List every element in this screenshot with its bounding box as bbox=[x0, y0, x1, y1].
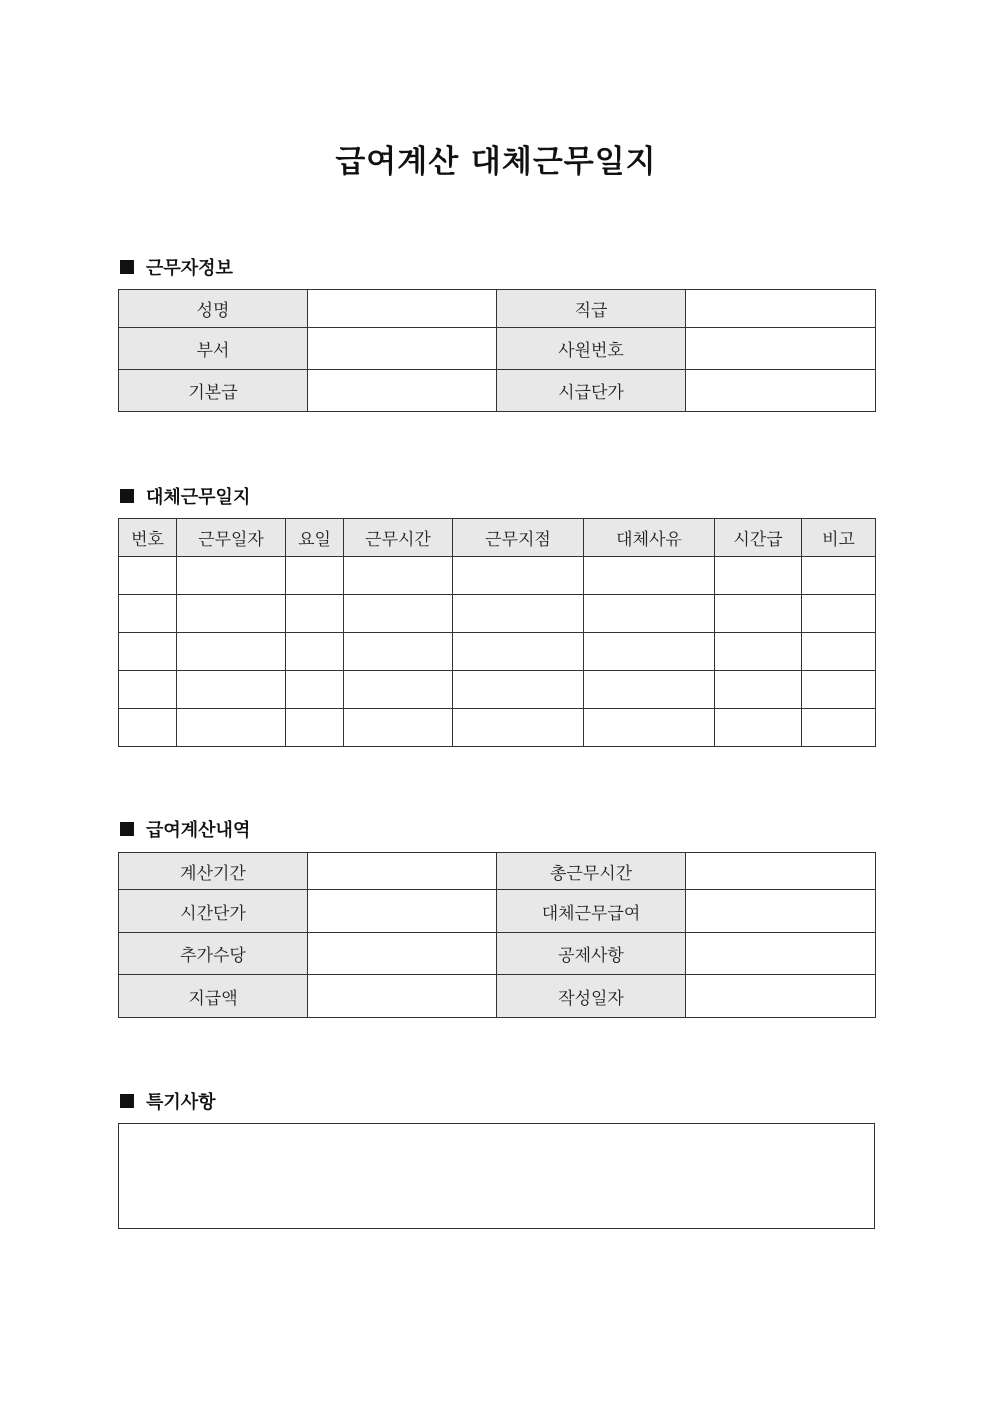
table-cell[interactable] bbox=[715, 595, 802, 633]
department-field[interactable] bbox=[308, 328, 497, 370]
total-hours-field[interactable] bbox=[686, 853, 876, 890]
section-heading-pay-calculation bbox=[120, 816, 250, 842]
hourly-unit-price-field[interactable] bbox=[308, 890, 497, 933]
section-heading-label: 대체근무일지 bbox=[146, 487, 251, 508]
table-cell[interactable] bbox=[119, 709, 177, 747]
table-cell[interactable] bbox=[715, 671, 802, 709]
field-label: 계산기간 bbox=[119, 853, 308, 890]
field-label: 대체근무급여 bbox=[497, 890, 686, 933]
column-header: 근무지점 bbox=[453, 519, 584, 557]
square-bullet-icon bbox=[120, 822, 134, 836]
square-bullet-icon bbox=[120, 260, 134, 274]
table-cell[interactable] bbox=[715, 709, 802, 747]
table-cell[interactable] bbox=[344, 595, 453, 633]
field-label: 시급단가 bbox=[497, 370, 686, 412]
section-heading-worker-info bbox=[120, 254, 233, 280]
table-cell[interactable] bbox=[177, 557, 286, 595]
field-label: 총근무시간 bbox=[497, 853, 686, 890]
table-cell[interactable] bbox=[119, 595, 177, 633]
table-cell[interactable] bbox=[177, 595, 286, 633]
section-heading-label: 근무자정보 bbox=[146, 258, 233, 279]
table-cell[interactable] bbox=[344, 633, 453, 671]
table-row bbox=[119, 709, 876, 747]
table-cell[interactable] bbox=[119, 633, 177, 671]
column-header: 근무시간 bbox=[344, 519, 453, 557]
table-cell[interactable] bbox=[802, 595, 876, 633]
column-header: 번호 bbox=[119, 519, 177, 557]
table-cell[interactable] bbox=[584, 633, 715, 671]
section-heading-label: 특기사항 bbox=[146, 1092, 216, 1113]
table-row bbox=[119, 328, 876, 370]
field-label: 공제사항 bbox=[497, 933, 686, 975]
table-cell[interactable] bbox=[344, 709, 453, 747]
field-label: 추가수당 bbox=[119, 933, 308, 975]
field-label: 기본급 bbox=[119, 370, 308, 412]
table-cell[interactable] bbox=[344, 671, 453, 709]
table-row bbox=[119, 890, 876, 933]
worker-info-table bbox=[118, 289, 876, 412]
column-header: 요일 bbox=[286, 519, 344, 557]
table-cell[interactable] bbox=[715, 557, 802, 595]
table-cell[interactable] bbox=[286, 557, 344, 595]
deductions-field[interactable] bbox=[686, 933, 876, 975]
table-cell[interactable] bbox=[286, 633, 344, 671]
table-cell[interactable] bbox=[584, 557, 715, 595]
table-cell[interactable] bbox=[802, 671, 876, 709]
table-cell[interactable] bbox=[453, 595, 584, 633]
base-pay-field[interactable] bbox=[308, 370, 497, 412]
field-label: 성명 bbox=[119, 290, 308, 328]
name-field[interactable] bbox=[308, 290, 497, 328]
extra-allowance-field[interactable] bbox=[308, 933, 497, 975]
table-cell[interactable] bbox=[177, 633, 286, 671]
section-heading-label: 급여계산내역 bbox=[146, 820, 251, 841]
table-cell[interactable] bbox=[715, 633, 802, 671]
square-bullet-icon bbox=[120, 1094, 134, 1108]
column-header: 근무일자 bbox=[177, 519, 286, 557]
position-field[interactable] bbox=[686, 290, 876, 328]
table-row bbox=[119, 370, 876, 412]
payment-amount-field[interactable] bbox=[308, 975, 497, 1018]
field-label: 부서 bbox=[119, 328, 308, 370]
section-heading-remarks bbox=[120, 1088, 216, 1114]
table-row bbox=[119, 933, 876, 975]
field-label: 지급액 bbox=[119, 975, 308, 1018]
table-cell[interactable] bbox=[453, 671, 584, 709]
table-cell[interactable] bbox=[802, 557, 876, 595]
date-written-field[interactable] bbox=[686, 975, 876, 1018]
table-cell[interactable] bbox=[344, 557, 453, 595]
section-heading-substitute-log bbox=[120, 483, 250, 509]
table-cell[interactable] bbox=[177, 709, 286, 747]
column-header: 대체사유 bbox=[584, 519, 715, 557]
table-row bbox=[119, 290, 876, 328]
table-row bbox=[119, 557, 876, 595]
column-header: 시간급 bbox=[715, 519, 802, 557]
table-row bbox=[119, 671, 876, 709]
field-label: 시간단가 bbox=[119, 890, 308, 933]
substitute-pay-field[interactable] bbox=[686, 890, 876, 933]
field-label: 작성일자 bbox=[497, 975, 686, 1018]
table-row bbox=[119, 975, 876, 1018]
table-row bbox=[119, 633, 876, 671]
field-label: 사원번호 bbox=[497, 328, 686, 370]
table-cell[interactable] bbox=[584, 595, 715, 633]
column-header: 비고 bbox=[802, 519, 876, 557]
pay-calculation-table bbox=[118, 852, 876, 1018]
square-bullet-icon bbox=[120, 489, 134, 503]
table-cell[interactable] bbox=[584, 671, 715, 709]
page-title: 급여계산 대체근무일지 bbox=[335, 144, 657, 180]
remarks-box[interactable] bbox=[118, 1123, 875, 1229]
table-cell[interactable] bbox=[802, 709, 876, 747]
table-cell[interactable] bbox=[453, 557, 584, 595]
table-cell[interactable] bbox=[177, 671, 286, 709]
table-cell[interactable] bbox=[119, 557, 177, 595]
table-cell[interactable] bbox=[286, 595, 344, 633]
table-cell[interactable] bbox=[119, 671, 177, 709]
employee-number-field[interactable] bbox=[686, 328, 876, 370]
table-cell[interactable] bbox=[584, 709, 715, 747]
table-cell[interactable] bbox=[286, 709, 344, 747]
table-header-row bbox=[119, 519, 876, 557]
table-cell[interactable] bbox=[453, 709, 584, 747]
field-label: 직급 bbox=[497, 290, 686, 328]
table-row bbox=[119, 853, 876, 890]
calc-period-field[interactable] bbox=[308, 853, 497, 890]
table-cell[interactable] bbox=[453, 633, 584, 671]
table-cell[interactable] bbox=[286, 671, 344, 709]
table-row bbox=[119, 595, 876, 633]
table-cell[interactable] bbox=[802, 633, 876, 671]
substitute-log-table bbox=[118, 518, 876, 747]
hourly-rate-field[interactable] bbox=[686, 370, 876, 412]
